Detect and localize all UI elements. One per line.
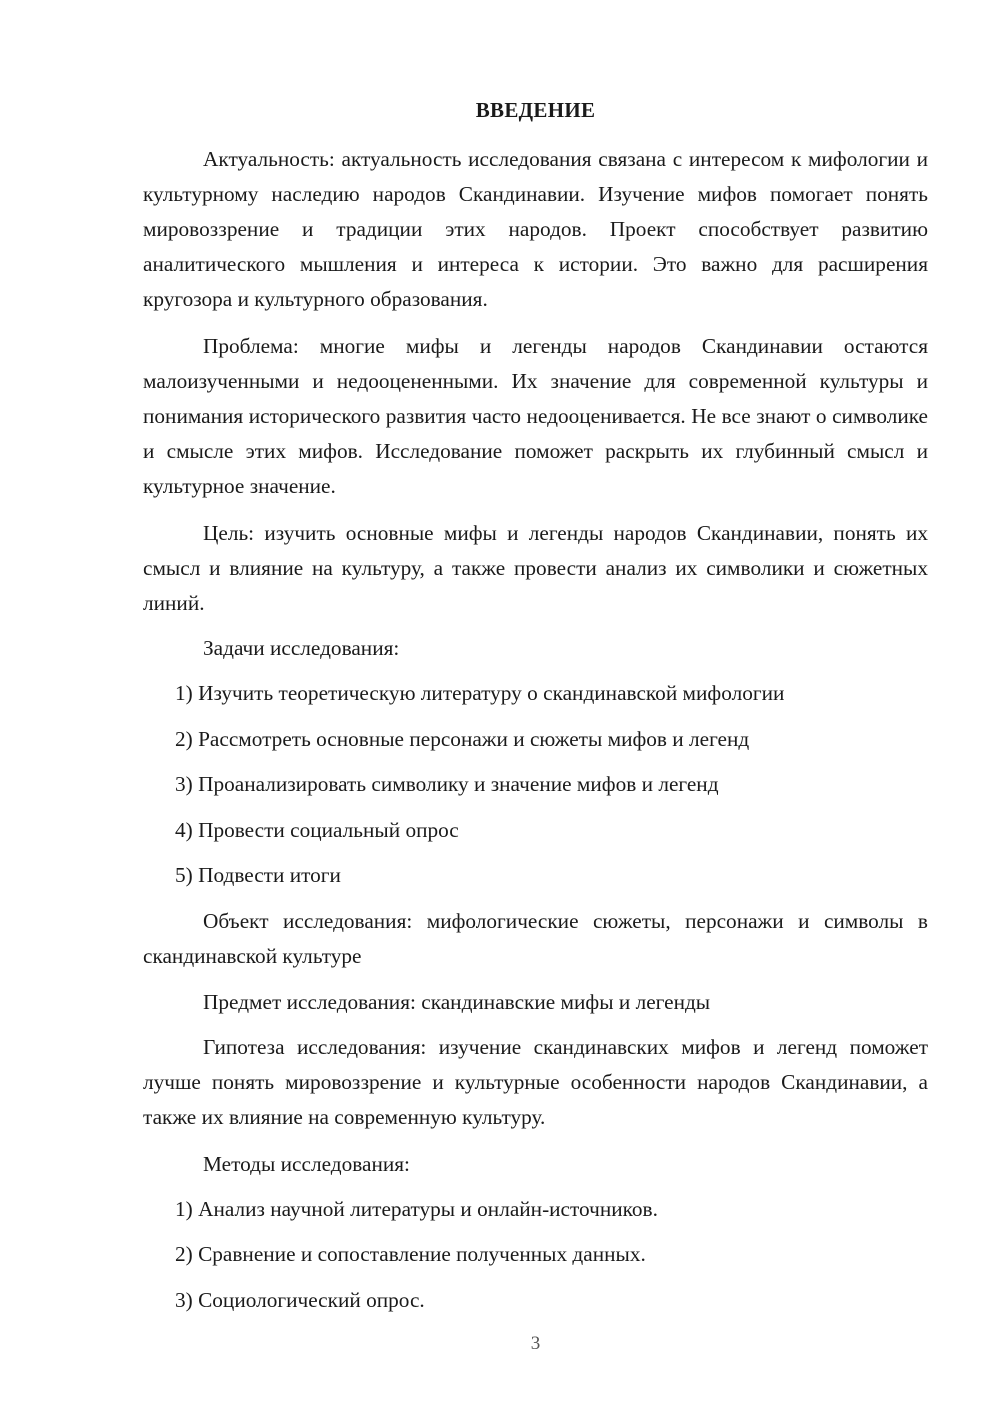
task-item: 1) Изучить теоретическую литературу о скандинавской мифологии xyxy=(175,681,785,705)
task-item: 5) Подвести итоги xyxy=(175,863,341,887)
problem-paragraph: Проблема: многие мифы и легенды народов Скандинавии остаются малоизученными и недооцененными. Их значение для современной культуры и понимания исторического развития часто недооценивается. Не все знают о символике и смысле этих мифов. Исследование поможет раскрыть их глубинный смысл и культурное значение. xyxy=(143,334,928,498)
task-item: 3) Проанализировать символику и значение мифов и легенд xyxy=(175,772,719,796)
relevance-paragraph: Актуальность: актуальность исследования связана с интересом к мифологии и культурному наследию народов Скандинавии. Изучение мифов помогает понять мировоззрение и традиции этих народов. Проект способствует развитию аналитического мышления и интереса к истории. Это важно для расширения кругозора и культурного образования. xyxy=(143,147,928,311)
task-item: 4) Провести социальный опрос xyxy=(175,818,459,842)
method-item: 1) Анализ научной литературы и онлайн-источников. xyxy=(175,1197,658,1221)
hypothesis-paragraph: Гипотеза исследования: изучение скандинавских мифов и легенд поможет лучше понять мировоззрение и культурные особенности народов Скандинавии, а также их влияние на современную культуру. xyxy=(143,1035,928,1129)
methods-title: Методы исследования: xyxy=(203,1152,410,1176)
subject-paragraph: Предмет исследования: скандинавские мифы и легенды xyxy=(203,990,711,1014)
goal-paragraph: Цель: изучить основные мифы и легенды народов Скандинавии, понять их смысл и влияние на культуру, а также провести анализ их символики и сюжетных линий. xyxy=(143,521,928,615)
page-number: 3 xyxy=(530,1333,541,1354)
method-item: 3) Социологический опрос. xyxy=(175,1288,425,1312)
task-item: 2) Рассмотреть основные персонажи и сюжеты мифов и легенд xyxy=(175,727,750,751)
section-heading: ВВЕДЕНИЕ xyxy=(475,98,596,122)
object-paragraph: Объект исследования: мифологические сюжеты, персонажи и символы в скандинавской культуре xyxy=(143,909,928,968)
method-item: 2) Сравнение и сопоставление полученных данных. xyxy=(175,1242,646,1266)
tasks-title: Задачи исследования: xyxy=(203,636,400,660)
